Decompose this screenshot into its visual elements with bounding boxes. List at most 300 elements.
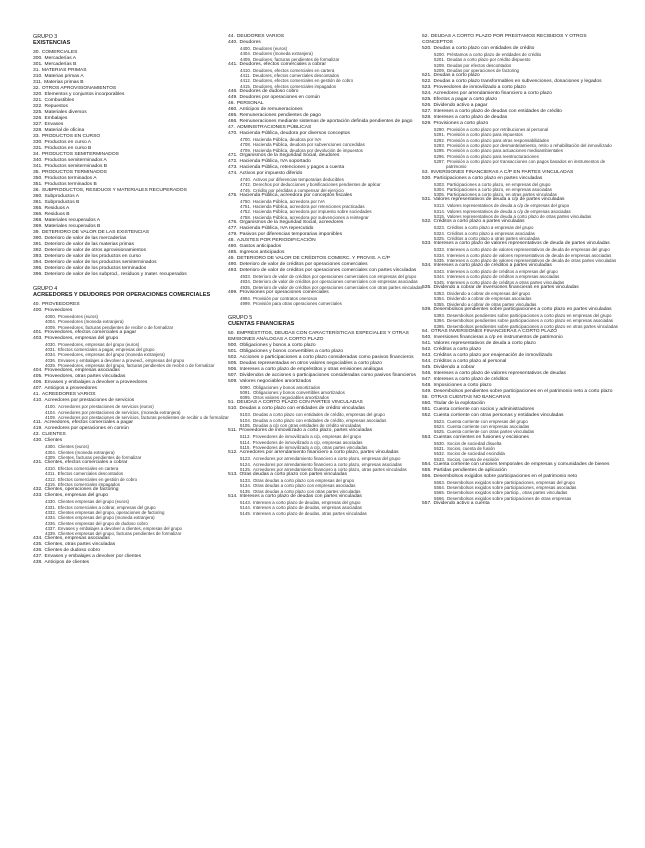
account-name: Embalajes [44, 116, 68, 121]
group-number: GRUPO 4 [33, 286, 58, 292]
account-name: Provisión a corto plazo para actuaciones medioambientales [447, 148, 563, 154]
account-code: 4310. [45, 466, 56, 472]
account-name: Dividendos de acciones o participaciones consideradas como pasivos financieros [239, 372, 416, 378]
account-code: 4331. [45, 504, 56, 510]
account-name: Proveedores (euros) [58, 314, 99, 319]
account-code: 5393. [434, 312, 445, 318]
column-middle [228, 34, 424, 516]
account-code: 31. [33, 68, 40, 73]
account-code: 33. [33, 134, 40, 139]
account-name: CLIENTES [41, 432, 66, 438]
account-code: 551. [422, 406, 432, 412]
account-name: Acreedores por operaciones en común [44, 426, 129, 432]
account-code: 4934. [240, 279, 251, 285]
account-code: 39. [33, 230, 40, 235]
account-name: Hacienda Pública, acreedora por retenciones practicadas [253, 204, 365, 210]
account-name: Cuenta corriente con socios y administradores [433, 406, 535, 412]
account-name: Desembolsos exigidos sobre participaciones en el patrimonio neto [433, 473, 578, 479]
account-name: Proveedores de inmovilizado a corto plazo, partes vinculadas [239, 428, 373, 434]
account-name: PROVEEDORES [41, 302, 80, 307]
account-name: Deudas a c/p con otras entidades de crédito vinculadas [253, 423, 361, 429]
account-name: Provisión a corto plazo para impuestos [447, 132, 523, 138]
account-code: 5134. [240, 483, 251, 489]
account-code: 322. [33, 104, 43, 109]
account-name: Proveedores de inmovilizado a corto plazo [433, 85, 526, 91]
account-name: Deterioro de valor de las mercaderías [44, 236, 127, 241]
account-code: 5355. [434, 301, 445, 307]
account-name: Proveedores, efectos comerciales a pagar [44, 329, 137, 335]
account-code: 523. [422, 85, 432, 91]
account-code: 438. [33, 560, 43, 566]
account-code: 5143. [240, 499, 251, 505]
account-name: Partidas pendientes de aplicación [433, 467, 507, 473]
account-name: DETERIORO DE VALOR DE LAS EXISTENCIAS [41, 230, 150, 235]
account-code: 5144. [240, 505, 251, 511]
account-code: 509. [228, 378, 238, 384]
account-name: Desembolsos pendientes sobre participaciones a corto plazo en empresas del grupo [447, 312, 612, 318]
account-code: 532. [422, 219, 432, 225]
account-code: 4751. [240, 204, 251, 210]
subgroup-row [228, 331, 424, 343]
account-name: Dividendo activo a pagar [433, 103, 488, 109]
account-code: 550. [422, 400, 432, 406]
account-name: Deudores por operaciones en común [239, 95, 321, 101]
account-code: 5291. [434, 132, 445, 138]
account-name: Hacienda Pública, IVA soportado [239, 158, 311, 164]
account-name: Acciones o participaciones a corto plazo consideradas como pasivos financieros [239, 354, 414, 360]
account-code: 47. [228, 125, 235, 131]
account-code: 472. [228, 158, 238, 164]
account-code: 545. [422, 364, 432, 370]
account-code: 535. [422, 285, 432, 291]
account-name: Elementos y conjuntos incorporables [44, 92, 125, 97]
account-name: Valores representativos de deuda a corto plazo [433, 340, 536, 346]
account-code: 4304. [45, 449, 56, 455]
account-name: Efectos comerciales en gestión de cobro [58, 476, 138, 482]
account-code: 437. [33, 554, 43, 560]
account-name: Efectos comerciales a pagar, empresas del grupo [58, 347, 155, 353]
account-name: Hacienda Pública, acreedora por subvenciones a reintegrar [253, 214, 369, 220]
account-name: Deudores [239, 40, 261, 45]
account-name: OTRAS INVERSIONES FINANCIERAS A CORTO PLAZO [430, 328, 558, 334]
account-name: Hacienda Pública, deudora por diversos conceptos [239, 131, 350, 137]
account-name: Subproductos B [44, 200, 80, 205]
account-name: Deterioro de valor de los subprod., residuos y mater. recuperados [44, 272, 187, 277]
account-code: 544. [422, 358, 432, 364]
account-name: ADMINISTRACIONES PÚBLICAS [236, 125, 312, 131]
account-name: Desembolsos pendientes sobre participaciones en el patrimonio neto a corto plazo [433, 388, 613, 394]
account-name: Deterioro de valor de créditos por operaciones comerciales [239, 262, 368, 268]
account-code: 390. [33, 236, 43, 241]
account-name: Participaciones a corto plazo, en empresas del grupo [447, 181, 551, 187]
account-code: 5200. [434, 52, 445, 57]
account-code: 4411. [240, 73, 251, 79]
account-name: Deudores (euros) [253, 46, 288, 51]
account-name: Anticipos a proveedores [44, 386, 98, 392]
account-code: 543. [422, 352, 432, 358]
account-code: 529. [422, 121, 432, 127]
account-name: Valores representativos de deuda a corto plazo de otras partes vinculadas [447, 214, 592, 220]
account-name: Proveedores, empresas del grupo [44, 335, 119, 341]
account-code: 4752. [240, 209, 251, 215]
account-name: OTRAS CUENTAS NO BANCARIAS [430, 394, 511, 400]
account-name: Material de oficina [44, 128, 85, 133]
account-code: 4039. [45, 363, 56, 369]
account-name: Deudores, efectos comerciales en gestión de cobro [253, 78, 354, 84]
account-name: DEUDAS A CORTO PLAZO CON PARTES VINCULADAS [236, 400, 363, 406]
section-spacer [228, 307, 424, 315]
account-name: Obligaciones y bonos convertibles a corto plazo [239, 348, 344, 354]
account-code: 4000. [45, 314, 56, 319]
account-name: Dividendo a cobrar de otras partes vinculadas [447, 301, 537, 307]
account-code: 5530. [434, 440, 445, 446]
account-code: 4933. [240, 274, 251, 280]
account-code: 4935. [240, 284, 251, 290]
account-code: 411. [33, 420, 43, 426]
account-code: 525. [422, 97, 432, 103]
account-code: 5395. [434, 323, 445, 329]
account-name: Deterioro de valor de créditos por operaciones comerciales con empresas del grupo [253, 274, 417, 280]
account-code: 4336. [45, 520, 56, 526]
account-code: 527. [422, 109, 432, 115]
account-code: 5124. [240, 461, 251, 467]
account-code: 513. [228, 472, 238, 478]
account-code: 394. [33, 260, 43, 265]
column-right [422, 34, 618, 507]
account-name: Socios de sociedad disuelta [447, 440, 502, 446]
account-code: 430. [33, 438, 43, 444]
account-name: Acreedores por arrendamiento financiero a corto plazo, empresas asociadas [253, 461, 402, 467]
account-code: 546. [422, 370, 432, 376]
subgroup-row [422, 34, 618, 46]
account-code: 5345. [434, 279, 445, 285]
account-code: 5565. [434, 490, 445, 496]
account-code: 311. [33, 80, 43, 85]
account-name: Desembolsos exigidos sobre particip., otras partes vinculadas [447, 490, 568, 496]
account-name: Provisiones por operaciones comerciales [239, 289, 329, 295]
account-name: Dividendo a cobrar [433, 364, 475, 370]
account-name: Proveedores de inmovilizado a c/p, empresas del grupo [252, 434, 362, 440]
account-name: Créditos a corto plazo a empresas del grupo [447, 225, 534, 231]
account-code: 325. [33, 110, 43, 115]
account-code: 4339. [45, 531, 56, 537]
account-name: Clientes, empresas del grupo [44, 493, 109, 499]
account-code: 526. [422, 103, 432, 109]
account-name: EMPRÉSTITOS, DEUDAS CON CARACTERÍSTICAS ESPECIALES Y OTRAS EMISIONES ANÁLOGAS A CORTO PLAZO [228, 330, 409, 342]
account-code: 30. [33, 50, 40, 55]
account-code: 54. [422, 328, 429, 334]
account-code: 5354. [434, 296, 445, 302]
account-code: 5524. [434, 424, 445, 430]
account-code: 4004. [45, 319, 56, 325]
account-code: 5296. [434, 153, 445, 159]
account-name: Cuenta corriente con empresas del grupo [447, 418, 528, 424]
account-code: 4300. [45, 444, 56, 450]
account-code: 300. [33, 56, 43, 61]
account-name: Deterioro de valor de los productos semiterminados [44, 260, 157, 265]
account-name: Residuos B [44, 212, 70, 217]
account-code: 4410. [240, 67, 251, 73]
account-code: 5353. [434, 291, 445, 297]
account-code: 5343. [434, 269, 445, 275]
account-name: Intereses a corto plazo de deudas, empresas asociadas [253, 505, 362, 511]
account-name: Provisiones a corto plazo [433, 121, 489, 127]
account-name: Provisión por contratos onerosos [253, 295, 318, 301]
account-code: 5114. [240, 439, 251, 445]
account-code: 5145. [240, 510, 251, 516]
account-name: Productos en curso B [44, 146, 92, 151]
account-code: 5123. [240, 456, 251, 462]
account-code: 34. [33, 152, 40, 157]
account-code: 330. [33, 140, 43, 145]
account-code: 43. [33, 432, 40, 438]
account-code: 36. [33, 188, 40, 193]
account-name: Clientes [44, 438, 63, 444]
account-name: Deudas por operaciones de factoring [447, 67, 520, 73]
account-code: 410. [33, 398, 43, 404]
account-code: 35. [33, 170, 40, 175]
group-title: CUENTAS FINANCIERAS [228, 320, 295, 327]
account-name: Clientes empresas del grupo, operaciones de factoring [58, 509, 165, 515]
account-name: Hacienda Pública, acreedora por IVA [253, 198, 325, 204]
account-name: Anticipos de remuneraciones [239, 107, 303, 113]
account-code: 501. [228, 348, 238, 354]
account-code: 502. [228, 354, 238, 360]
account-row [33, 560, 229, 566]
account-name: Créditos a corto plazo por enajenación de inmovilizado [433, 352, 553, 358]
account-code: 534. [422, 263, 432, 269]
account-code: 361. [33, 200, 43, 205]
account-name: Obligaciones y bonos convertibles amortizados [253, 389, 345, 395]
account-name: Productos terminados B [44, 182, 97, 187]
account-code: 466. [228, 119, 238, 125]
account-code: 41. [33, 392, 40, 398]
account-name: Proveedores de inmovilizado a c/p, empresas asociadas [252, 439, 363, 445]
account-code: 4750. [240, 198, 251, 204]
account-code: 4034. [45, 352, 56, 358]
account-code: 5135. [240, 488, 251, 494]
account-name: Créditos a corto plazo [433, 346, 482, 352]
account-name: Envases y embalajes a devolver a proveedores [44, 380, 148, 386]
account-code: 400. [33, 308, 43, 313]
account-name: Hacienda Pública, IVA repercutido [239, 226, 314, 232]
account-name: Desembolsos exigidos sobre participaciones de otras empresas [447, 495, 572, 501]
account-code: 475. [228, 192, 238, 198]
section-spacer [33, 278, 229, 286]
account-code: 547. [422, 376, 432, 382]
account-name: Participaciones a corto plazo, en empresas asociadas [447, 186, 552, 192]
account-name: Combustibles [44, 98, 75, 103]
account-code: 485. [228, 250, 238, 256]
account-name: Productos semiterminados A [44, 158, 107, 163]
account-name: Provisión a corto plazo por desmantelamiento, retiro o rehabilitación del inmovilizado [447, 143, 612, 149]
account-name: Proveedores, otras partes vinculadas [44, 374, 126, 380]
account-code: 4400. [240, 46, 251, 51]
account-code: 556. [422, 473, 432, 479]
account-code: 50. [228, 330, 235, 336]
account-name: Provisión a corto plazo por transacciones con pagos basados en instrumentos de patrimonio [446, 158, 606, 170]
account-name: Otras deudas a corto plazo con empresas del grupo [253, 478, 355, 484]
account-name: Materiales recuperados A [44, 218, 100, 223]
account-name: Envases [44, 122, 64, 127]
account-name: Deterioro de valor de créditos por operaciones comerciales con otras partes vinculadas [253, 284, 423, 290]
account-name: Socios, cuenta de escisión [447, 456, 499, 462]
account-code: 480. [228, 244, 238, 250]
account-code: 5293. [434, 143, 445, 149]
account-code: 5334. [434, 252, 445, 258]
account-code: 326. [33, 116, 43, 121]
account-code: 540. [422, 334, 432, 340]
account-code: 449. [228, 95, 238, 101]
account-code: 5090. [240, 384, 251, 390]
account-code: 310. [33, 74, 43, 79]
account-name: Créditos a corto plazo al personal [433, 358, 507, 364]
account-code: 5304. [434, 186, 445, 192]
account-code: 301. [33, 62, 43, 67]
account-code: 5303. [434, 181, 445, 187]
account-code: 493. [228, 268, 238, 274]
column-left [33, 34, 229, 566]
account-name: Créditos a corto plazo a partes vinculadas [433, 219, 525, 225]
account-code: 433. [33, 493, 43, 499]
account-name: Titular de la explotación [433, 400, 486, 406]
account-code: 460. [228, 107, 238, 113]
account-code: 431. [33, 460, 43, 466]
account-code: 360. [33, 194, 43, 199]
account-code: 5125. [240, 466, 251, 472]
account-name: PRODUCTOS SEMITERMINADOS [41, 152, 119, 157]
account-name: Intereses a corto plazo de créditos a empresas del grupo [447, 269, 558, 275]
account-name: Obligaciones y bonos amortizados [253, 384, 321, 390]
account-name: Envases y embalajes a devolver a clientes, empresas del grupo [58, 525, 182, 531]
account-name: Intereses a corto plazo de créditos a otras partes vinculadas [447, 279, 565, 285]
account-name: Activos por impuesto diferido [239, 170, 303, 176]
account-code: 4315. [45, 482, 56, 488]
account-code: 396. [33, 272, 43, 277]
account-code: 4412. [240, 78, 251, 84]
account-code: 5531. [434, 445, 445, 451]
account-name: Anticipos de clientes [44, 560, 90, 566]
account-name: Proveedores, empresas asociadas [44, 368, 120, 374]
account-name: Intereses a corto plazo de valores representativos de deuda de empresas del grupo [447, 247, 610, 253]
account-code: 473. [228, 164, 238, 170]
account-name: COMERCIALES [41, 50, 78, 55]
account-name: AJUSTES POR PERIODIFICACIÓN [236, 238, 316, 244]
account-name: Participaciones a corto plazo, en otras partes vinculadas [447, 192, 557, 198]
account-name: Clientes (euros) [58, 444, 89, 450]
account-code: 407. [33, 386, 43, 392]
account-name: Deudores, facturas pendientes de formalizar [253, 56, 340, 62]
account-code: 365. [33, 206, 43, 211]
account-code: 4994. [240, 295, 251, 301]
account-name: Cuenta corriente con otras personas y entidades vinculadas [433, 412, 564, 418]
account-name: Productos terminados A [44, 176, 97, 181]
account-name: Préstamos a corto plazo de entidades de crédito [447, 52, 542, 57]
account-name: Deudas a corto plazo con entidades de crédito [433, 46, 535, 51]
account-code: 395. [33, 266, 43, 271]
account-code: 5313. [434, 203, 445, 209]
account-name: Intereses a corto plazo de valores representativos de deuda de partes vinculadas [433, 241, 610, 247]
account-name: Acreedores por prestaciones de servicios (euros) [58, 404, 154, 410]
account-code: 4330. [45, 499, 56, 505]
account-code: 520. [422, 46, 432, 51]
group-number: GRUPO 5 [228, 314, 253, 321]
account-name: Otros valores negociables amortizados [253, 395, 329, 401]
account-code: 4100. [45, 404, 56, 410]
account-name: Subproductos A [44, 194, 80, 199]
account-code: 403. [33, 335, 43, 341]
account-name: Deudores, efectos comerciales a cobrar [239, 61, 326, 67]
account-name: Deudores, efectos comerciales en cartera [253, 67, 335, 73]
account-code: 4104. [45, 409, 56, 415]
account-code: 522. [422, 79, 432, 85]
account-name: Deterioro de valor de otros aprovisionamientos [44, 248, 146, 253]
account-name: Cuentas corrientes en fusiones y escisiones [433, 434, 529, 440]
account-code: 539. [422, 306, 432, 312]
account-code: 4745. [240, 187, 251, 193]
account-code: 393. [33, 254, 43, 259]
account-code: 5315. [434, 214, 445, 220]
account-code: 5305. [434, 192, 445, 198]
account-name: Clientes de dudoso cobro [44, 548, 100, 554]
account-name: Otras deudas a corto plazo con partes vinculadas [239, 472, 347, 478]
account-code: 552. [422, 412, 432, 418]
account-name: Desembolsos pendientes sobre participaciones a corto plazo en empresas asociadas [447, 318, 613, 324]
account-name: INVERSIONES FINANCIERAS A C/P EN PARTES VINCULADAS [430, 169, 574, 175]
account-code: 368. [33, 218, 43, 223]
account-code: 471. [228, 152, 238, 158]
account-name: Deudas representadas en otros valores negociables a corto plazo [239, 360, 382, 366]
account-name: Mercaderías B [44, 62, 77, 67]
account-name: Créditos a corto plazo a empresas asociadas [447, 230, 535, 236]
account-code: 4742. [240, 182, 251, 188]
account-name: Intereses a corto plazo de créditos a empresas asociadas [447, 274, 560, 280]
account-code: 5333. [434, 247, 445, 253]
account-code: 406. [33, 380, 43, 386]
account-name: Desembolsos pendientes sobre participaciones a corto plazo en otras partes vinculadas [447, 323, 618, 329]
account-name: Valores negociables amortizados [239, 378, 312, 384]
account-name: Materiales diversos [44, 110, 87, 115]
account-code: 55. [422, 394, 429, 400]
account-name: Clientes, empresas asociadas [44, 536, 110, 542]
account-code: 557. [422, 501, 432, 507]
account-code: 351. [33, 182, 43, 187]
account-code: 477. [228, 226, 238, 232]
account-code: 4415. [240, 83, 251, 89]
account-code: 512. [228, 450, 238, 456]
account-code: 404. [33, 368, 43, 374]
account-code: 5525. [434, 429, 445, 435]
account-code: 5104. [240, 417, 251, 423]
account-code: 369. [33, 224, 43, 229]
account-name: Proveedores, facturas pendientes de recibir o de formalizar [58, 324, 174, 330]
account-name: Deterioro de valor de los productos en curso [44, 254, 141, 259]
account-code: 392. [33, 248, 43, 253]
account-code: 5292. [434, 137, 445, 143]
account-name: Valores representativos de deuda a c/p de empresas del grupo [447, 203, 570, 209]
account-code: 4109. [45, 414, 56, 420]
account-name: PERSONAL [236, 101, 264, 107]
account-code: 340. [33, 158, 43, 163]
account-name: Envases y embalajes a devolver por clientes [44, 554, 142, 560]
account-code: 434. [33, 536, 43, 542]
account-code: 5115. [240, 444, 251, 450]
account-name: Mercaderías A [44, 56, 77, 61]
account-code: 5133. [240, 478, 251, 484]
account-name: Efectos comerciales descontados [57, 471, 124, 477]
account-name: Clientes empresas del grupo (euros) [58, 499, 130, 505]
account-code: 5325. [434, 235, 445, 241]
